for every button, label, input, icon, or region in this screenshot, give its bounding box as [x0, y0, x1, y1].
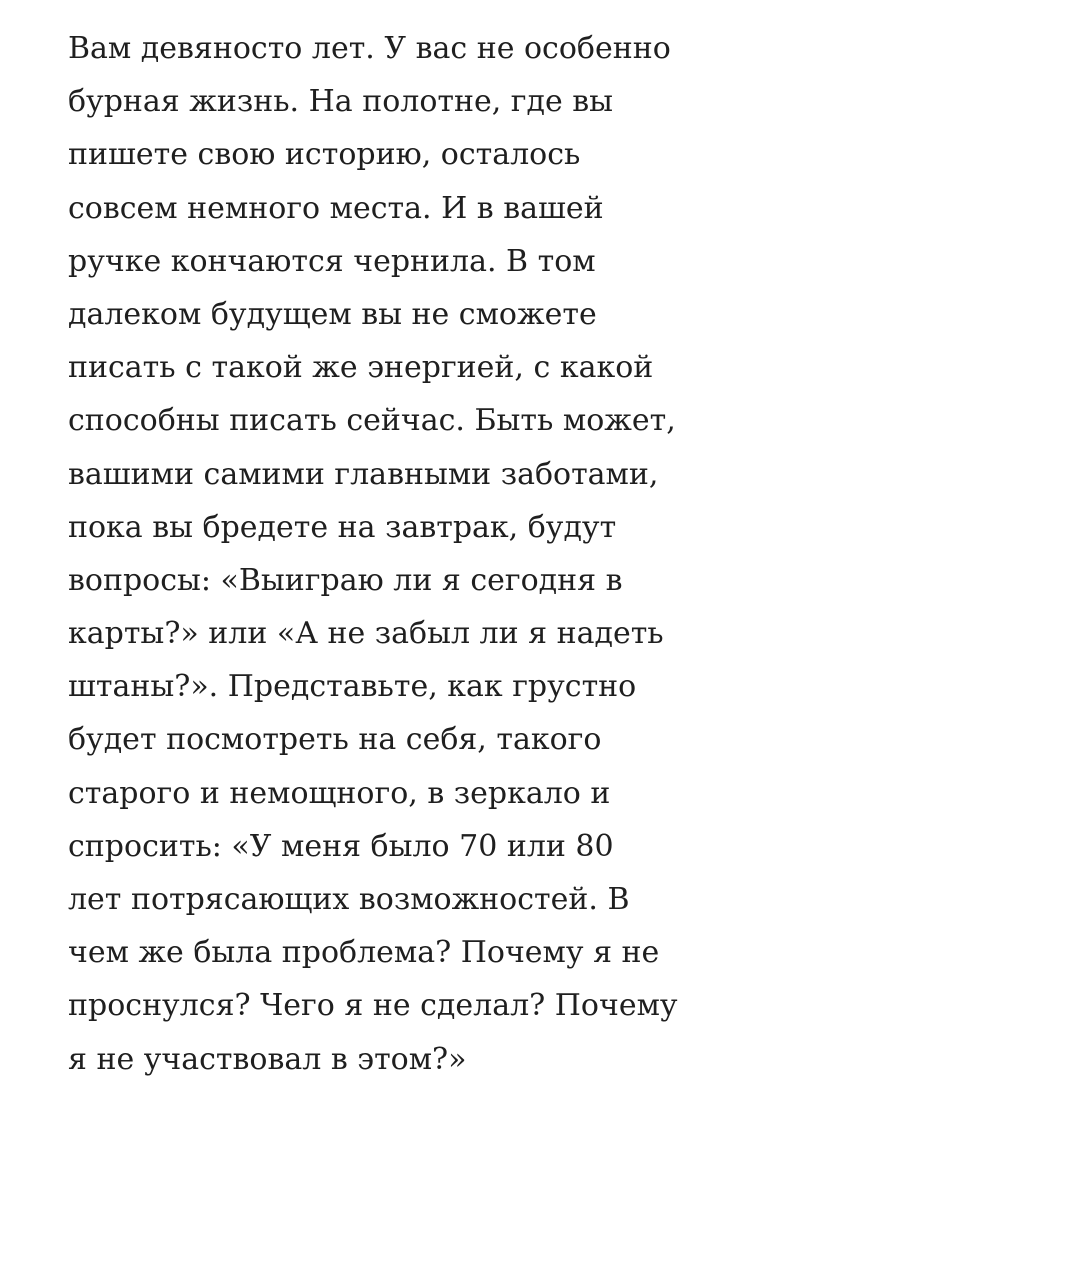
text-line: пока вы бредете на завтрак, будут	[68, 509, 617, 545]
text-line: писать с такой же энергией, с какой	[68, 350, 654, 386]
text-line: я не участвовал в этом?»	[68, 1041, 467, 1077]
text-line: спросить: «У меня было 70 или 80	[68, 828, 614, 864]
text-line: вопросы: «Выиграю ли я сегодня в	[68, 562, 623, 598]
text-line: ручке кончаются чернила. В том	[68, 243, 596, 279]
text-line: совсем немного места. И в вашей	[68, 190, 604, 226]
text-line: пишете свою историю, осталось	[68, 137, 581, 173]
text-line: далеком будущем вы не сможете	[68, 296, 597, 332]
text-line: лет потрясающих возможностей. В	[68, 882, 630, 917]
text-line: способны писать сейчас. Быть может,	[68, 403, 676, 439]
text-line: Вам девяносто лет. У вас не особенно	[68, 31, 671, 66]
text-line: старого и немощного, в зеркало и	[68, 775, 611, 811]
text-line: штаны?». Представьте, как грустно	[68, 669, 637, 705]
text-line: вашими самими главными заботами,	[68, 456, 659, 492]
text-line: бурная жизнь. На полотне, где вы	[68, 84, 614, 120]
text-line: будет посмотреть на себя, такого	[68, 722, 602, 758]
article-text	[68, 22, 1068, 1086]
text-line: карты?» или «А не забыл ли я надеть	[68, 616, 664, 652]
text-line: чем же была проблема? Почему я не	[68, 935, 660, 971]
text-line: проснулся? Чего я не сделал? Почему	[68, 988, 678, 1024]
